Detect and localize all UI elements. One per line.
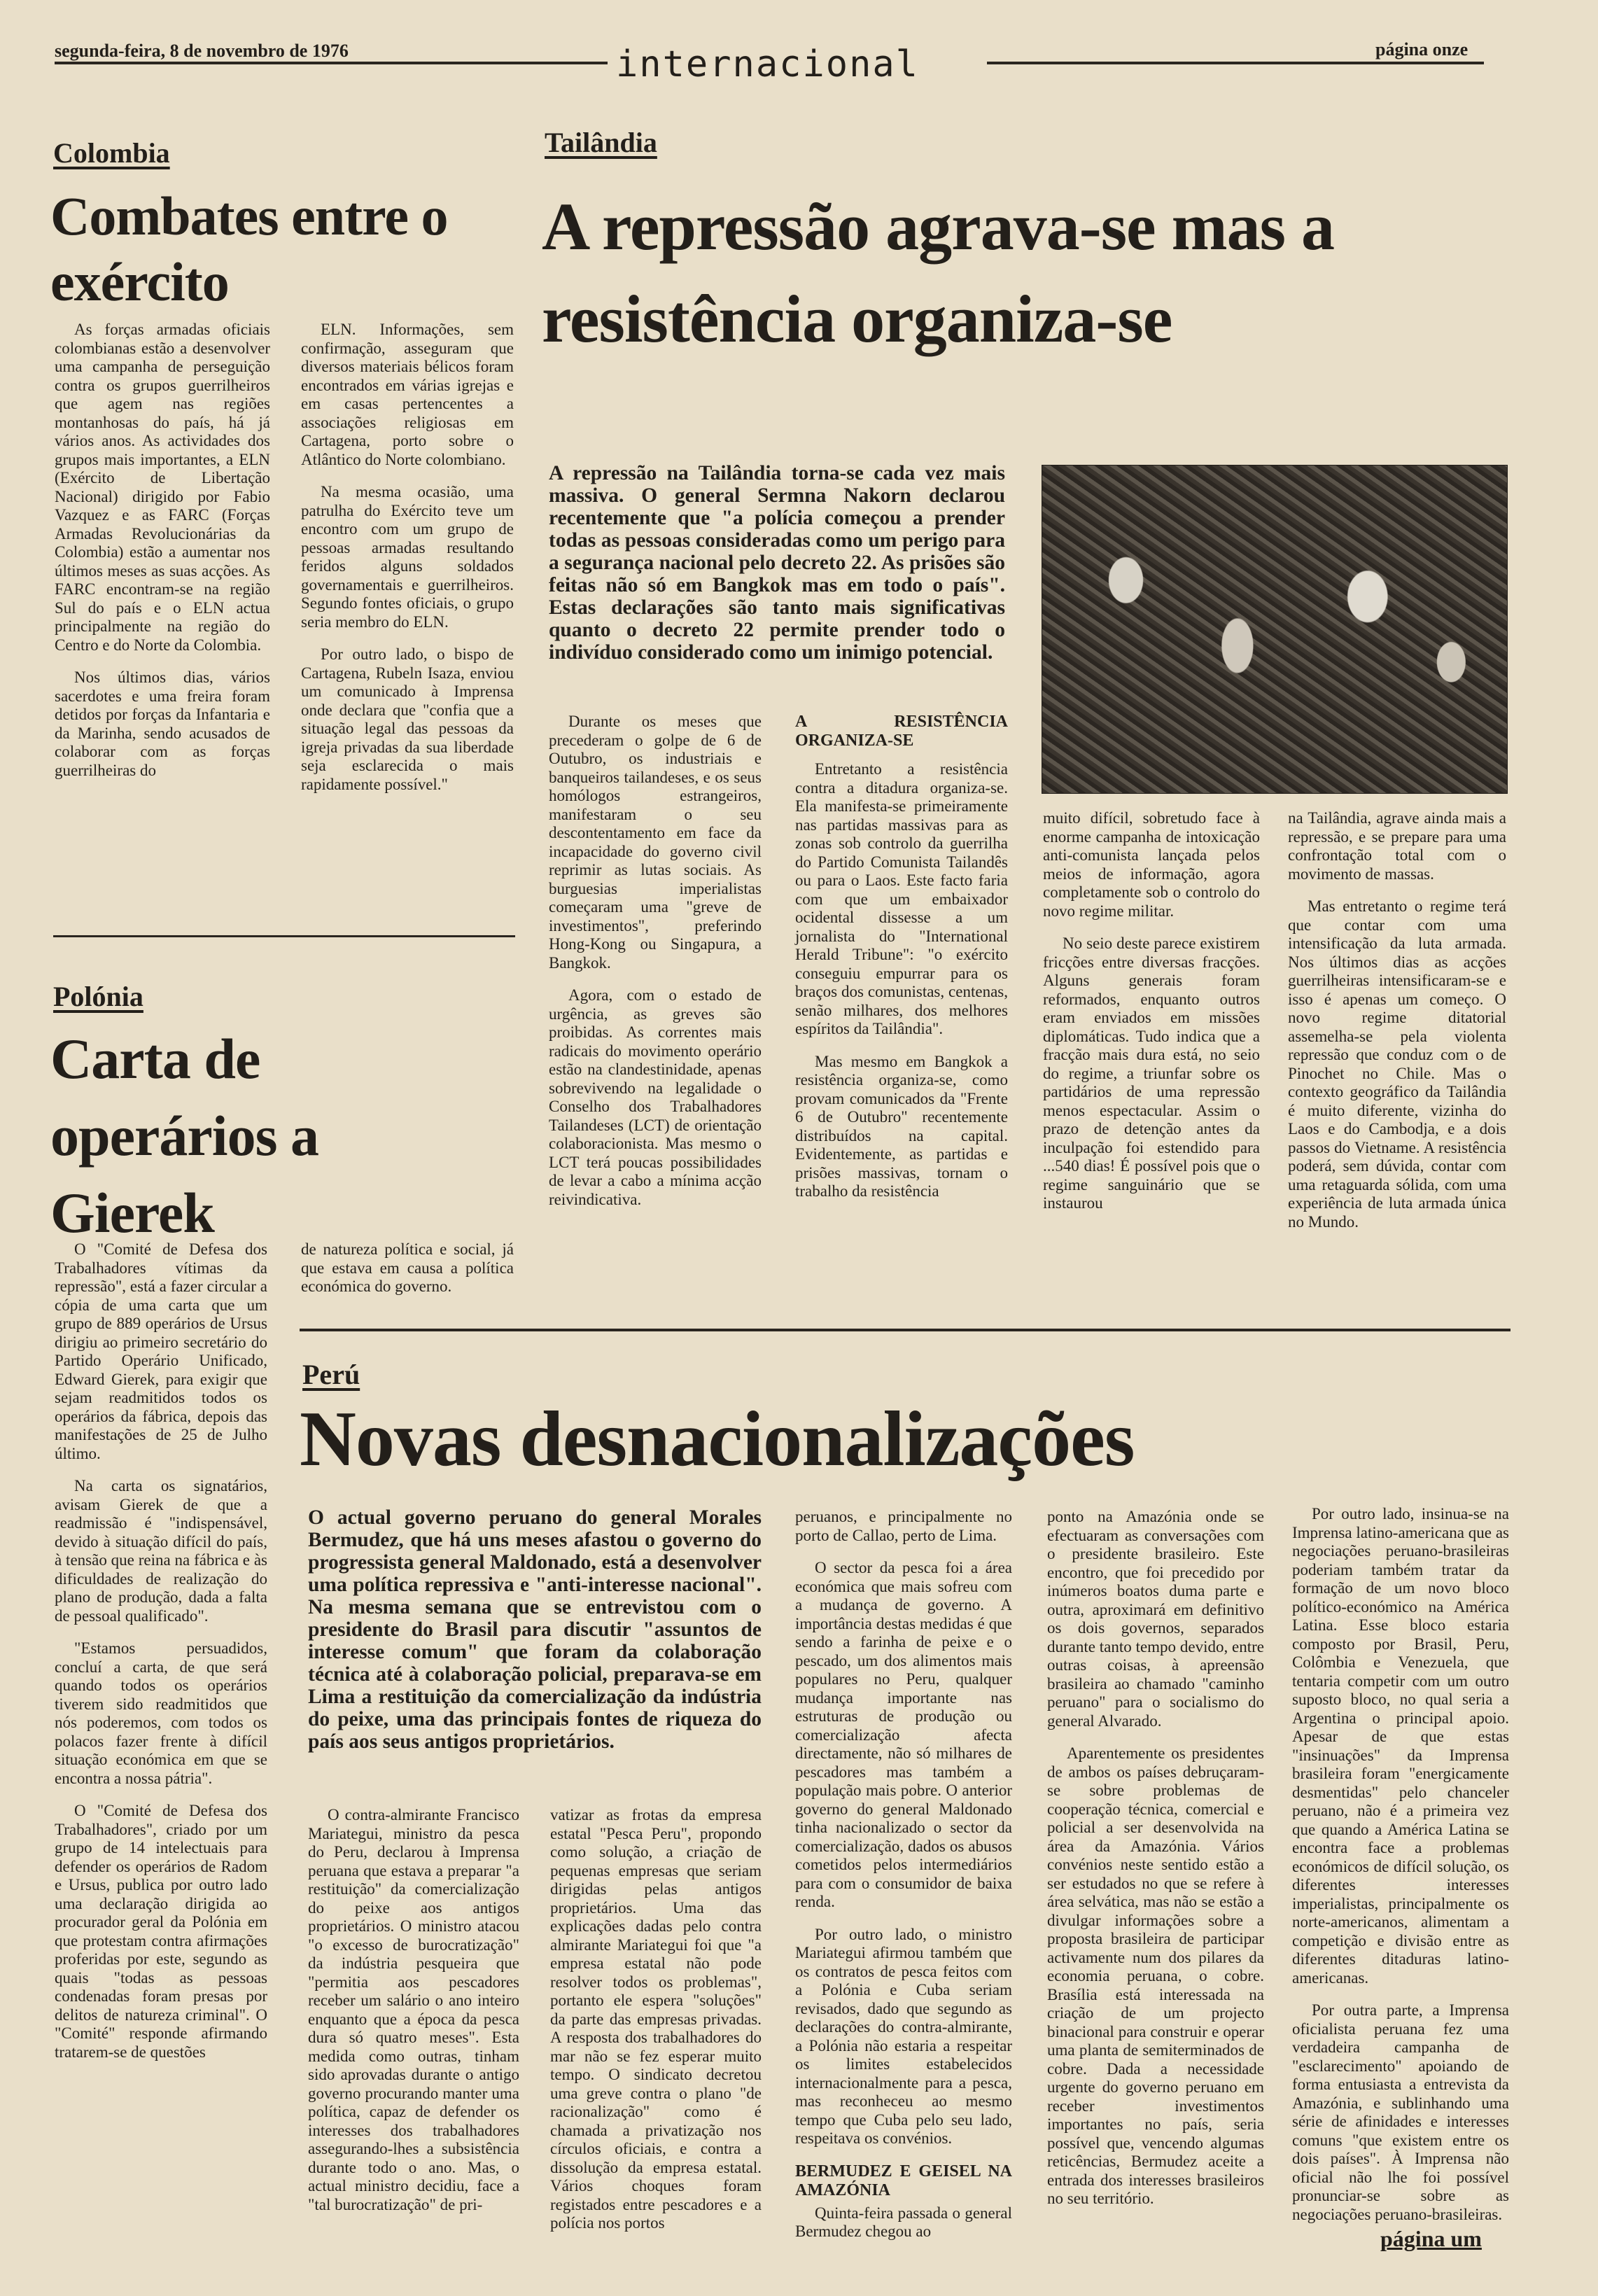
paragraph: Na carta os signatários, avisam Gierek de que a readmissão é "indispensável, devido à situação difícil do país, à tensão que reina na fábrica e às dificuldades de realização do plano de produção, dada a falta de pessoal qualificado". <box>55 1477 267 1625</box>
paragraph: ELN. Informações, sem confirmação, asseguram que diversos materiais bélicos foram encontrados em várias igrejas e em casas pertencentes a associações religiosas em Cartagena, porto sobre o Atlântico do Norte colombiano. <box>301 321 514 468</box>
paragraph: Entretanto a resistência contra a ditadura organiza-se. Ela manifesta-se primeiramente nas partidas massivas para as zonas sob controlo da guerrilha do Partido Comunista Tailandês ou para o Laos. Este facto faria com que um embaixador ocidental dissesse a um jornalista do "International Herald Tribune": "o exército conseguiu empurrar para os braços dos comunistas, centenas, senão milhares, dos melhores espíritos da Tailândia". <box>795 760 1008 1037</box>
colombia-kicker: Colombia <box>53 137 170 169</box>
peru-column-3 <box>795 1508 1012 2255</box>
paragraph: Na mesma ocasião, uma patrulha do Exército teve um encontro com um grupo de pessoas armadas resultando feridos alguns soldados governamentais e guerrilheiros. Segundo fontes oficiais, o grupo seria membro do ELN. <box>301 483 514 631</box>
paragraph: Quinta-feira passada o general Bermudez chegou ao <box>795 2204 1012 2240</box>
page-number: página onze <box>1375 39 1469 59</box>
paragraph: peruanos, e principalmente no porto de Callao, perto de Lima. <box>795 1508 1012 1544</box>
section-divider <box>53 935 515 937</box>
peru-kicker: Perú <box>302 1359 360 1390</box>
peru-column-1 <box>308 1806 519 2228</box>
peru-lead: O actual governo peruano do general Morales Bermudez, que há uns meses afastou o governo do progressista general Maldonado, está a desenvolver uma política repressiva e "anti-interesse nacional". Na mesma semana que se entrevistou com o presidente do Brasil para discutir "assuntos de interesse comum" que foram da colaboração técnica até à colaboração policial, preparava-se em Lima a restituição da comercialização da indústria do peixe, uma das principais fontes de riqueza do país aos seus antigos proprietários. <box>308 1506 762 1753</box>
paragraph: Aparentemente os presidentes de ambos os países debruçaram-se sobre problemas de cooperação técnica, comercial e policial a ser desenvolvida na área da Amazónia. Vários convénios neste sentido estão a ser estudados no que se refere à área selvática, mas não se estão a divulgar informações sobre a proposta brasileira de participar activamente num dos pilares da economia peruana, o cobre. Brasília está interessada na criação de um projecto binacional para construir e operar uma planta de semiterminados de cobre. Dada a necessidade urgente do governo peruano em receber investimentos importantes no país, seria possível que, vencendo algumas reticências, Bermudez aceite a entrada dos interesses brasileiros no seu território. <box>1047 1744 1264 2207</box>
paragraph: vatizar as frotas da empresa estatal "Pesca Peru", propondo como solução, a criação de pequenas empresas que seriam dirigidas pelas antigos proprietários. Uma das explicações dadas pelo contra almirante Mariategui foi que "a empresa estatal não pode resolver todos os problemas", portanto ele espera "soluções" da parte das empresas privadas. A resposta dos trabalhadores do mar não se fez esperar muito tempo. O sindicato decretou uma greve contra o plano "de racionalização" como é chamada a privatização nos círculos oficiais, e contra a dissolução da empresa estatal. Vários choques foram registados entre pescadores e a polícia nos portos <box>550 1806 762 2232</box>
paragraph: O contra-almirante Francisco Mariategui, ministro da pesca do Peru, declarou à Imprensa peruana que estava a preparar "a restituição" da comercialização do peixe aos antigos proprietários. O ministro atacou "o excesso de burocratização" da indústria pesqueira que "permitia aos pescadores receber um salário o ano inteiro enquanto que a época da pesca dura só quatro meses". Esta medida como outras, tinham sido aprovadas durante o antigo governo procurando manter uma política, capaz de defender os interesses dos trabalhadores assegurando-lhes a subsistência durante todo o ano. Mas, o actual ministro decidiu, face a "tal burocratização" de pri- <box>308 1806 519 2213</box>
polonia-headline: Carta de operários a Gierek <box>50 1027 318 1245</box>
paragraph: na Tailândia, agrave ainda mais a repressão, e se prepare para uma confrontação total com o movimento de massas. <box>1288 809 1506 883</box>
polonia-column-1 <box>55 1240 267 2076</box>
masthead-rule-left <box>55 62 608 64</box>
protest-photo <box>1042 465 1508 794</box>
tailandia-subhead: A RESISTÊNCIA ORGANIZA-SE <box>795 713 1008 750</box>
masthead-rule-right <box>987 62 1484 64</box>
masthead-date: segunda-feira, 8 de novembro de 1976 <box>55 41 349 61</box>
paragraph: muito difícil, sobretudo face à enorme campanha de intoxicação anti-comunista lançada pelos meios de informação, agora completamente sob o controlo do novo regime militar. <box>1043 809 1260 920</box>
paragraph: O sector da pesca foi a área económica que mais sofreu com a mudança de governo. A importância destas medidas é que sendo a farinha de peixe e o pescado, um dos alimentos mais populares no Peru, qualquer mudança importante nas estruturas de produção ou comercialização afecta directamente, não só milhares de pescadores mas também a população mais pobre. O anterior governo do general Maldonado tinha nacionalizado o sector da comercialização, dados os abusos cometidos pelos intermediários para com o consumidor de baixa renda. <box>795 1559 1012 1910</box>
tailandia-column-2 <box>795 713 1008 1215</box>
tailandia-lead: A repressão na Tailândia torna-se cada vez mais massiva. O general Sermna Nakorn declarou recentemente que "a polícia começou a prender todas as pessoas consideradas como um perigo para a segurança nacional pelo decreto 22. As prisões são feitas não só em Bangkok mas em todo o país". Estas declarações são tanto mais significativas quanto o decreto 22 permite prender todo o indivíduo considerado como um inimigo potencial. <box>549 462 1005 664</box>
colombia-headline: Combates entre o exército <box>50 186 448 312</box>
paragraph: Durante os meses que precederam o golpe de 6 de Outubro, os industriais e banqueiros tailandeses, e os seus homólogos estrangeiros, manifestaram o seu descontentamento em face da incapacidade do governo civil reprimir as lutas sociais. As burguesias imperialistas começaram uma "greve de investimentos", preferindo Hong-Kong ou Singapura, a Bangkok. <box>549 713 762 972</box>
section-title: internacional <box>616 43 919 85</box>
paragraph: Agora, com o estado de urgência, as greves são proibidas. As correntes mais radicais do movimento operário estão na clandestinidade, apenas sobrevivendo na legalidade o Conselho dos Trabalhadores Tailandeses (LCT) de orientação colaboracionista. Mas mesmo o LCT terá poucas possibilidades de levar a cabo a mínima acção reivindicativa. <box>549 986 762 1208</box>
polonia-kicker: Polónia <box>53 981 143 1012</box>
colombia-column-2 <box>301 321 514 808</box>
tailandia-kicker: Tailândia <box>545 127 657 158</box>
section-divider <box>300 1329 1511 1331</box>
peru-column-4 <box>1047 1508 1264 2222</box>
polonia-column-2 <box>301 1240 514 1310</box>
paragraph: "Estamos persuadidos, concluí a carta, de que será quando todos os operários tiverem sido readmitidos que nós poderemos, com todos os polacos fazer frente à difícil situação económica em que se encontra a nossa pátria". <box>55 1639 267 1787</box>
paragraph: Por outro lado, o bispo de Cartagena, Rubeln Isaza, enviou um comunicado à Imprensa onde declara que "confia que a situação legal das pessoas da igreja privadas da sua liberdade seja esclarecida o mais rapidamente possível." <box>301 645 514 793</box>
paragraph: No seio deste parece existirem fricções entre diversas fracções. Alguns generais foram reformados, enquanto outros eram enviados em missões diplomáticas. Tudo indica que a fracção mais dura está, no seio do regime, a triunfar sobre os partidários de uma repressão menos espectacular. Assim o prazo de detenção antes da inculpação foi estendido para ...540 dias! É possível pois que o regime sanguinário que se instaurou <box>1043 934 1260 1212</box>
paragraph: O "Comité de Defesa dos Trabalhadores vítimas da repressão", está a fazer circular a cópia de uma carta que um grupo de 889 operários de Ursus dirigiu ao primeiro secretário do Partido Operário Unificado, Edward Gierek, para exigir que sejam readmitidos todos os operários da fábrica, depois das manifestações de 25 de Julho último. <box>55 1240 267 1462</box>
tailandia-column-3 <box>1043 809 1260 1227</box>
paragraph: Nos últimos dias, vários sacerdotes e uma freira foram detidos por forças da Infantaria e da Marinha, sendo acusados de colaborar com as forças guerrilheiras do <box>55 668 270 779</box>
tailandia-headline: A repressão agrava-se mas a resistência organiza-se <box>542 189 1334 356</box>
peru-subhead: BERMUDEZ E GEISEL NA AMAZÓNIA <box>795 2162 1012 2199</box>
tailandia-column-1 <box>549 713 762 1223</box>
paragraph: de natureza política e social, já que estava em causa a política económica do governo. <box>301 1240 514 1295</box>
paragraph: Por outro lado, insinua-se na Imprensa latino-americana que as negociações peruano-brasileiras poderiam também tratar da formação de um novo bloco político-económico na América Latina. Esse bloco estaria composto por Brasil, Peru, Colômbia e Venezuela, que tentaria competir com um outro suposto bloco, no qual seria a Argentina o principal apoio. Apesar de que estas "insinuações" da Imprensa brasileira foram "energicamente desmentidas" pelo chanceler peruano, não é a primeira vez que quando a América Latina se encontra face a problemas económicos de difícil solução, os diferentes interesses imperialistas, principalmente os norte-americanos, alimentam a competição e divisão entre as diferentes ditaduras latino-americanas. <box>1292 1505 1509 1987</box>
paragraph: As forças armadas oficiais colombianas estão a desenvolver uma campanha de perseguição contra os grupos guerrilheiros que agem nas regiões montanhosas do país, há já vários anos. As actividades dos grupos mais importantes, a ELN (Exército de Libertação Nacional) dirigido por Fabio Vazquez e as FARC (Forças Armadas Revolucionárias da Colombia) estão a aumentar nos últimos meses as suas acções. As FARC encontram-se na região Sul do país e o ELN actua principalmente na região do Centro e do Norte da Colombia. <box>55 321 270 654</box>
peru-column-2 <box>550 1806 762 2247</box>
paragraph: Por outra parte, a Imprensa oficialista peruana fez uma verdadeira campanha de "esclarecimento" apoiando de forma entusiasta a entrevista da Amazónia, e sublinhando uma série de afinidades e interesses comuns "que existem entre os dois países". À Imprensa não oficial não lhe foi possível pronunciar-se sobre as negociações peruano-brasileiras. <box>1292 2001 1509 2223</box>
continued-on-page[interactable]: página um <box>1380 2226 1482 2251</box>
paragraph: O "Comité de Defesa dos Trabalhadores", criado por um grupo de 14 intelectuais para defender os operários de Radom e Ursus, publica por outro lado uma declaração dirigida ao procurador geral da Polónia em que protestam contra afirmações proferidas por este, segundo as quais "todas as pessoas condenadas foram presas por delitos de natureza criminal". O "Comité" responde afirmando tratarem-se de questões <box>55 1802 267 2061</box>
colombia-column-1 <box>55 321 270 794</box>
paragraph: ponto na Amazónia onde se efectuaram as conversações com o presidente brasileiro. Este encontro, que foi precedido por inúmeros boatos duma parte e outra, aproximará em definitivo os dois governos, separados durante tanto tempo devido, entre outras coisas, à apreensão brasileira ao chamado "caminho peruano" para o socialismo do general Alvarado. <box>1047 1508 1264 1730</box>
paragraph: Mas mesmo em Bangkok a resistência organiza-se, como provam comunicados da "Frente 6 de Outubro" recentemente distribuídos na capital. Evidentemente, as partidas e prisões massivas, tornam o trabalho da resistência <box>795 1052 1008 1200</box>
peru-headline: Novas desnacionalizações <box>300 1396 1135 1483</box>
tailandia-column-4 <box>1288 809 1506 1245</box>
peru-column-5 <box>1292 1505 1509 2238</box>
paragraph: Por outro lado, o ministro Mariategui afirmou também que os contratos de pesca feitos com a Polónia e Cuba seriam revisados, dado que segundo as declarações do contra-almirante, a Polónia não estaria a respeitar os limites estabelecidos internacionalmente para a pesca, mas reconheceu ao mesmo tempo que Cuba pelo seu lado, respeitava os convénios. <box>795 1925 1012 2147</box>
paragraph: Mas entretanto o regime terá que contar com uma intensificação da luta armada. Nos últimos dias as acções guerrilheiras intensificaram-se e isso é apenas um começo. O novo regime ditatorial assemelha-se pela violenta repressão que conduz com o de Pinochet no Chile. Mas o contexto geográfico da Tailândia é muito diferente, vizinha do Laos e do Cambodja, e a dois passos do Vietname. A resistência poderá, sem dúvida, contar com uma retaguarda sólida, com uma experiência de luta armada única no Mundo. <box>1288 897 1506 1231</box>
